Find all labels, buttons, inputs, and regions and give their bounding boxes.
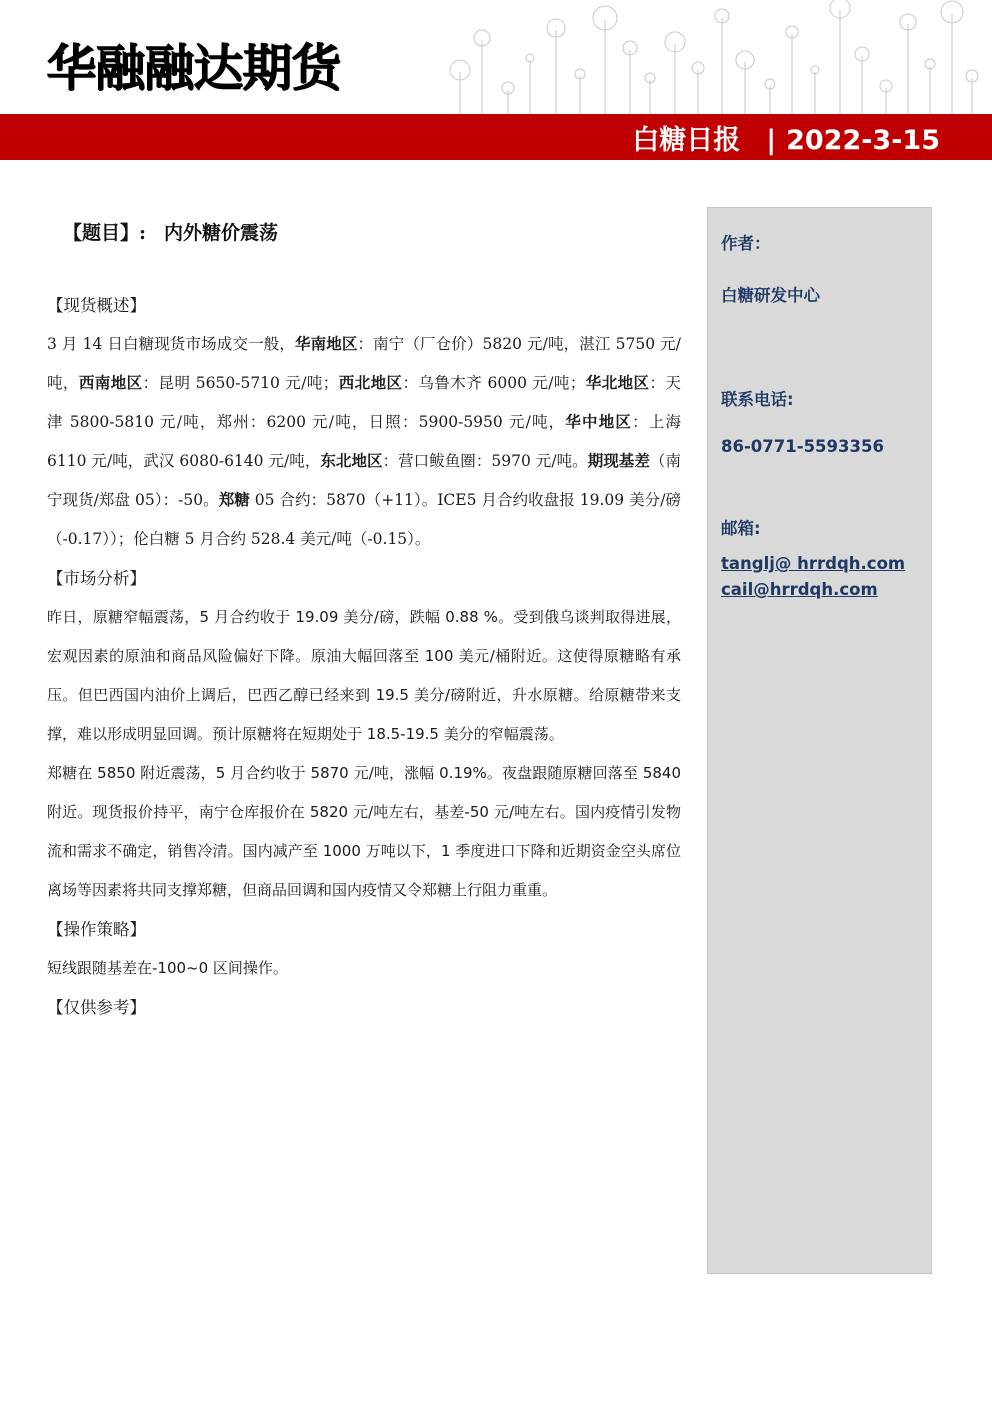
email-label: 邮箱: bbox=[721, 519, 761, 538]
phone-number: 86-0771-5593356 bbox=[721, 437, 884, 456]
company-logo: 华融融达期货 bbox=[46, 38, 340, 97]
reference-heading: 【仅供参考】 bbox=[47, 998, 146, 1017]
email-link-2[interactable]: cail@hrrdqh.com bbox=[721, 580, 878, 599]
strategy-heading: 【操作策略】 bbox=[47, 920, 146, 939]
author-name: 白糖研发中心 bbox=[721, 286, 820, 305]
report-title bbox=[632, 118, 940, 157]
spot-paragraph: 3 月 14 日白糖现货市场成交一般，华南地区：南宁（厂仓价）5820 元/吨，湛江 5750 元/吨，西南地区：昆明 5650-5710 元/吨；西北地区：乌鲁木齐 6000 元/吨；华北地区：天津 5800-5810 元/吨，郑州：6200 元/吨，日照：5900-5950 元/吨，华中地区：上海 6110 元/吨，武汉 6080-6140 元/吨，东北地区：营口鲅鱼圈：5970 元/吨。期现基差（南宁现货/郑盘 05）：-50。郑糖 05 合约：5870（+11）。ICE5 月合约收盘报 19.09 美分/磅（-0.17））；伦白糖 5 月合约 528.4 美元/吨（-0.15）。 bbox=[47, 335, 681, 548]
phone-label: 联系电话: bbox=[721, 390, 794, 409]
market-heading: 【市场分析】 bbox=[47, 569, 146, 588]
market-paragraph-1: 昨日，原糖窄幅震荡，5 月合约收于 19.09 美分/磅，跌幅 0.88 %。受到俄乌谈判取得进展，宏观因素的原油和商品风险偏好下降。原油大幅回落至 100 美元/桶附近。这使得原糖略有承压。但巴西国内油价上调后，巴西乙醇已经来到 19.5 美分/磅附近，升水原糖。给原糖带来支撑，难以形成明显回调。预计原糖将在短期处于 18.5-19.5 美分的窄幅震荡。 bbox=[47, 608, 681, 743]
decorative-bubble-graphic bbox=[430, 0, 992, 114]
report-separator: | bbox=[766, 125, 777, 156]
topic-line bbox=[63, 210, 681, 256]
contact-sidebar bbox=[707, 207, 932, 1274]
page-header bbox=[0, 0, 992, 160]
strategy-paragraph: 短线跟随基差在-100~0 区间操作。 bbox=[47, 959, 288, 977]
report-type: 白糖日报 bbox=[632, 125, 741, 156]
report-body bbox=[47, 210, 681, 1027]
spot-heading: 【现货概述】 bbox=[47, 296, 146, 315]
market-paragraph-2: 郑糖在 5850 附近震荡，5 月合约收于 5870 元/吨，涨幅 0.19%。夜盘跟随原糖回落至 5840 附近。现货报价持平，南宁仓库报价在 5820 元/吨左右，基差-50 元/吨左右。国内疫情引发物流和需求不确定，销售冷清。国内减产至 1000 万吨以下，1 季度进口下降和近期资金空头席位离场等因素将共同支撑郑糖，但商品回调和国内疫情又令郑糖上行阻力重重。 bbox=[47, 764, 681, 899]
author-label: 作者： bbox=[721, 234, 771, 253]
report-date: 2022-3-15 bbox=[786, 125, 940, 156]
topic-label: 【题目】: bbox=[63, 222, 147, 244]
email-link-1[interactable]: tanglj@ hrrdqh.com bbox=[721, 554, 906, 573]
topic-title: 内外糖价震荡 bbox=[164, 222, 279, 244]
